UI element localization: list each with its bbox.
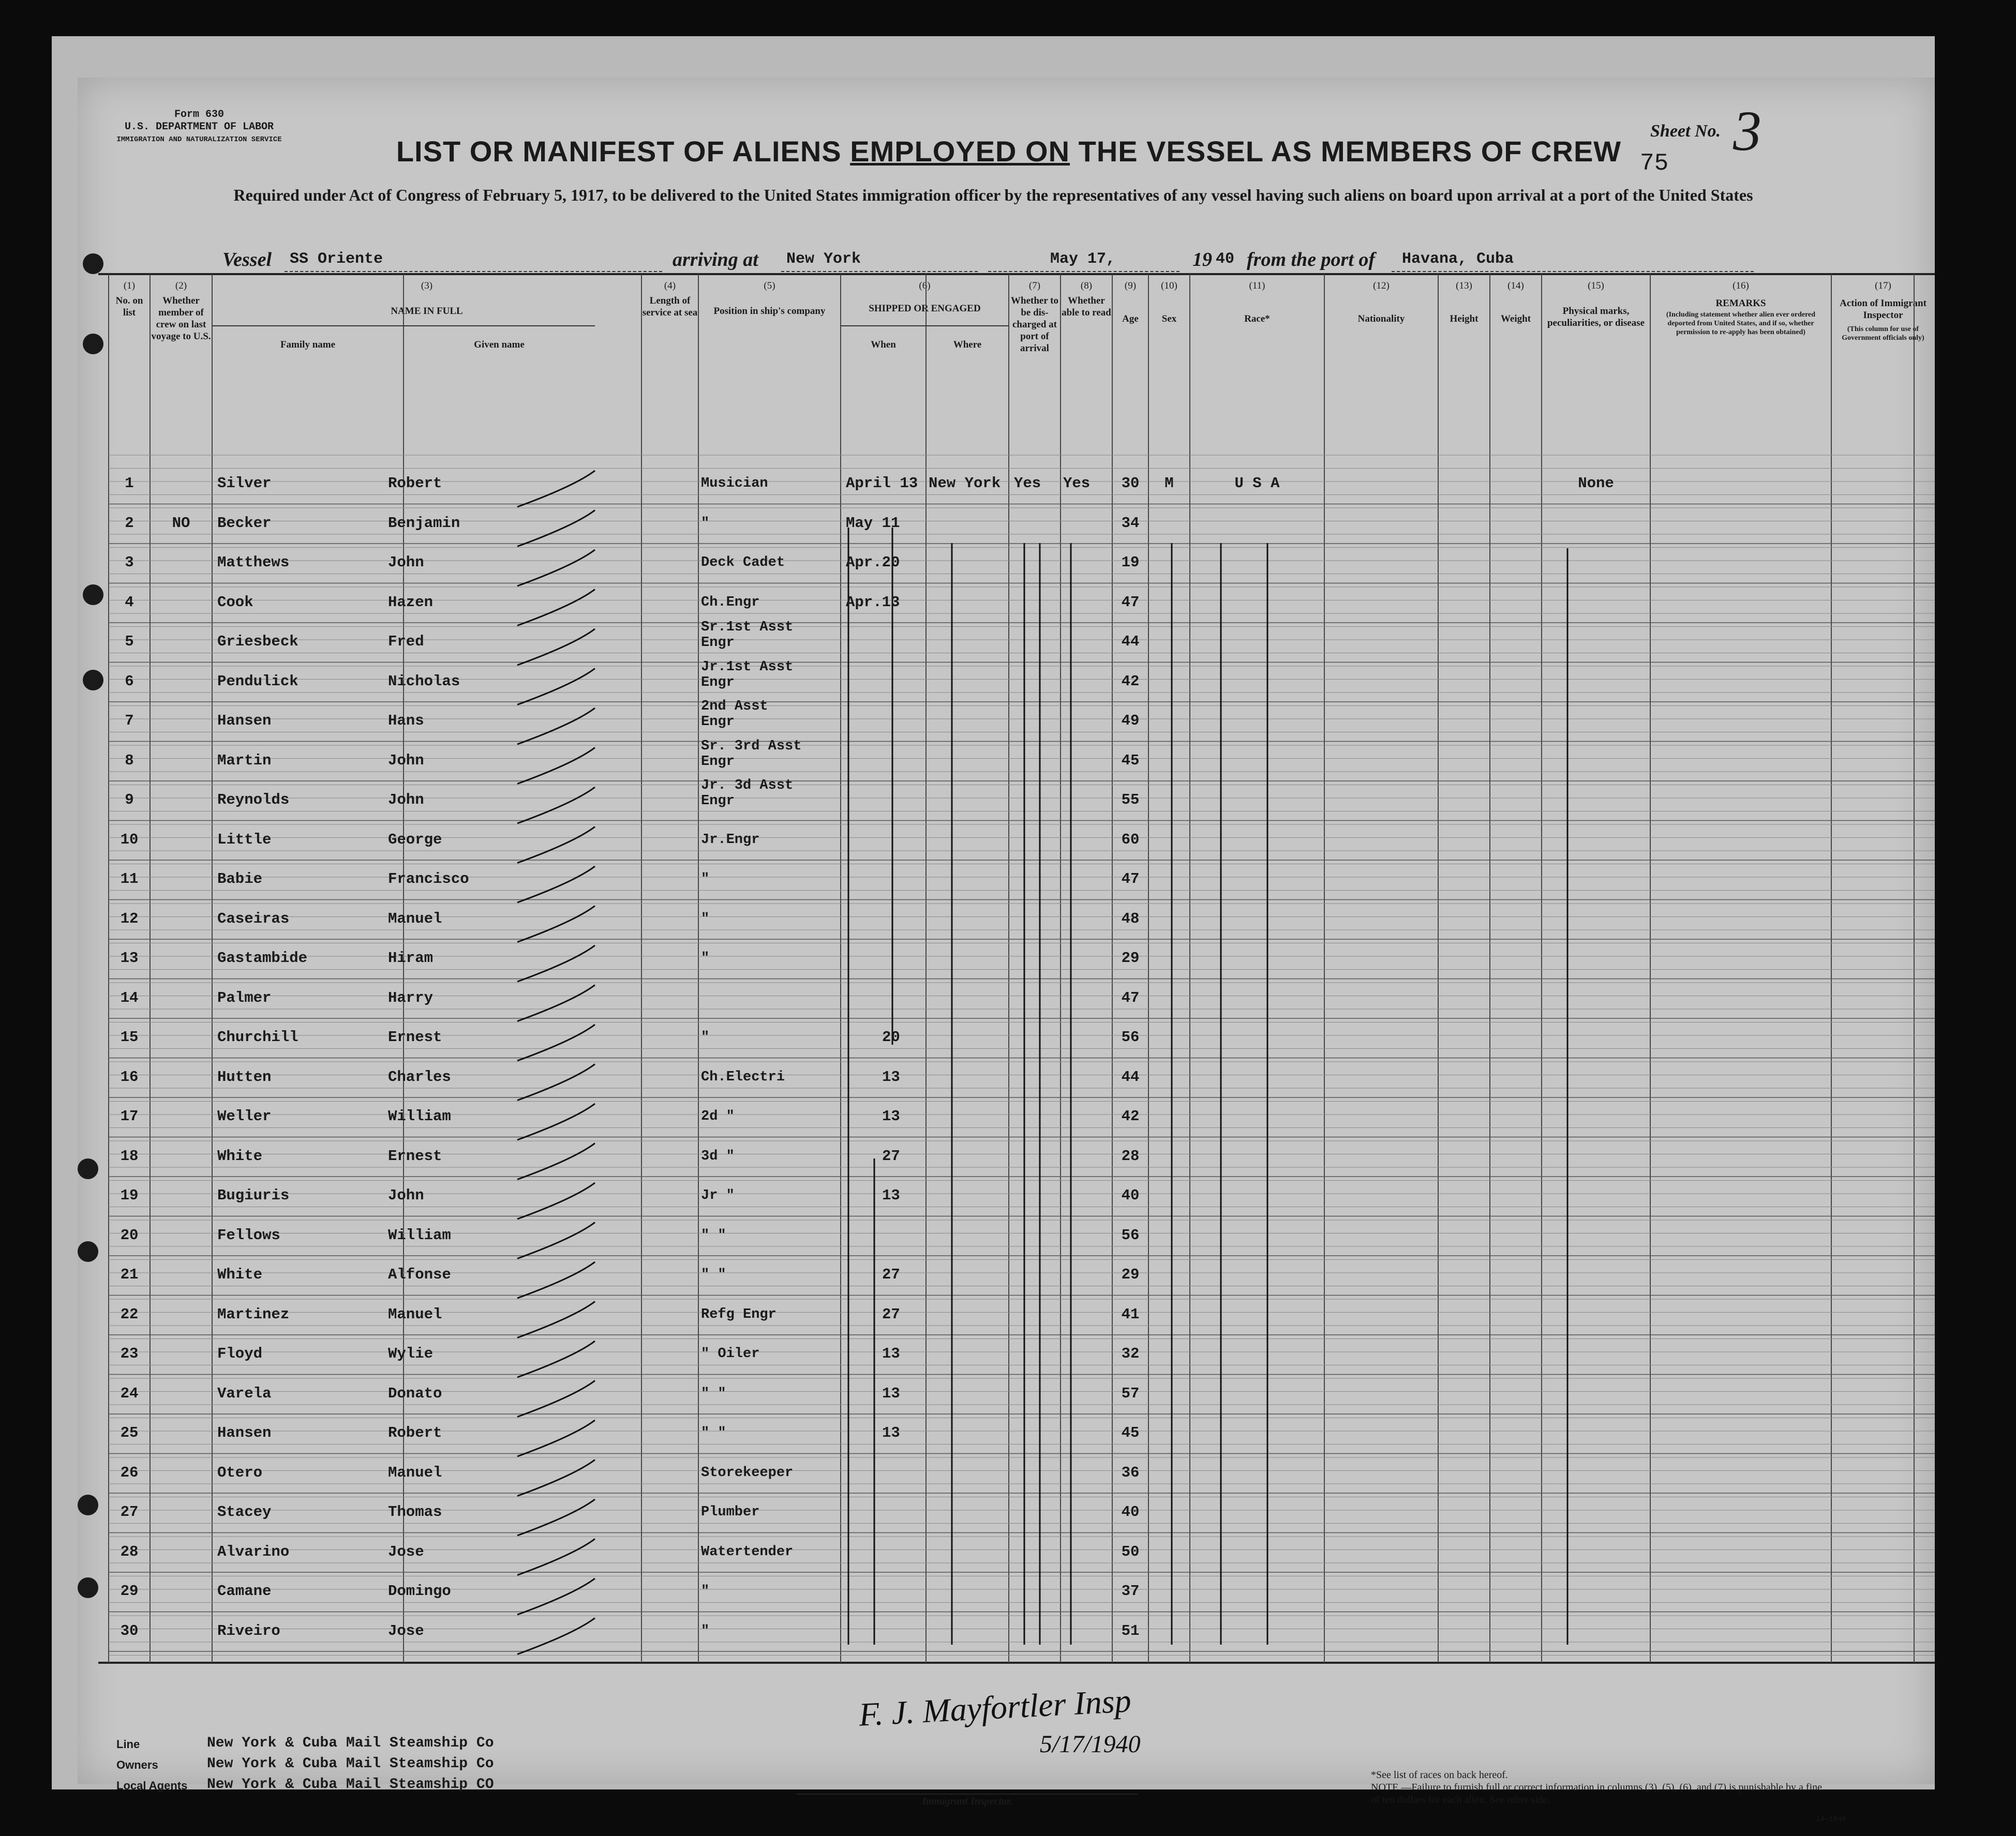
age-cell: 36 [1121, 1464, 1140, 1481]
row-number: 14 [120, 989, 139, 1006]
col-6-where: Where [953, 339, 982, 350]
position-cell: Ch.Engr [701, 594, 760, 610]
agents-label: Local Agents [116, 1779, 188, 1792]
row-number: 9 [125, 791, 134, 808]
age-cell: 40 [1121, 1187, 1140, 1204]
binder-hole [78, 1577, 98, 1598]
col-16-label: REMARKS [1715, 298, 1766, 309]
shipped-when-cell: 13 [882, 1384, 900, 1402]
position-cell: " " [701, 1386, 726, 1402]
col-6-when: When [871, 339, 896, 350]
position-cell: 2d " [701, 1109, 735, 1124]
vessel-value: SS Oriente [290, 250, 383, 268]
col-3-family: Family name [280, 339, 336, 350]
col-10-number: (10) [1161, 280, 1177, 291]
shipped-when-cell: 27 [882, 1305, 900, 1323]
age-cell: 44 [1121, 633, 1140, 650]
title-part-1: LIST OR MANIFEST OF ALIENS [396, 135, 850, 168]
title-part-2: EMPLOYED ON [850, 135, 1070, 168]
family-name-cell: Little [217, 831, 272, 848]
agents-value: New York & Cuba Mail Steamship CO [207, 1777, 494, 1793]
given-name-cell: John [388, 1187, 424, 1204]
given-name-cell: John [388, 791, 424, 808]
family-name-cell: Silver [217, 475, 272, 492]
sheet-label: Sheet No. [1650, 122, 1721, 141]
print-code: 14—1940 [1816, 1815, 1846, 1824]
row-number: 27 [120, 1503, 139, 1521]
given-name-cell: Manuel [388, 1464, 442, 1481]
position-cell: Jr " [701, 1188, 735, 1203]
given-name-cell: Ernest [388, 1147, 442, 1165]
age-cell: 56 [1121, 1029, 1140, 1046]
given-name-cell: Charles [388, 1068, 451, 1086]
manifest-sheet [78, 78, 1935, 1824]
given-name-cell: Wylie [388, 1345, 434, 1362]
family-name-cell: Fellows [217, 1226, 280, 1244]
col-3-number: (3) [421, 280, 433, 291]
col-9-label: Age [1122, 313, 1139, 324]
row-number: 4 [125, 593, 134, 611]
col-8-label: Whether able to read [1062, 295, 1111, 318]
position-cell: " [701, 1030, 710, 1045]
position-cell: " [701, 911, 710, 927]
row-number: 28 [120, 1543, 139, 1560]
age-cell: 37 [1121, 1583, 1140, 1600]
row-number: 12 [120, 910, 139, 927]
col-7-label: Whether to be dis-charged at port of arrival [1011, 295, 1058, 354]
age-cell: 29 [1121, 950, 1140, 967]
row-number: 19 [120, 1187, 139, 1204]
col-17-label: Action of Immigrant Inspector [1840, 298, 1927, 321]
age-cell: 56 [1121, 1226, 1140, 1244]
family-name-cell: White [217, 1266, 263, 1283]
physical-marks-cell: None [1578, 475, 1614, 492]
position-cell: Musician [701, 476, 768, 491]
given-name-cell: Alfonse [388, 1266, 451, 1283]
binder-hole [83, 584, 103, 605]
footnotes [1371, 1769, 1826, 1806]
family-name-cell: Babie [217, 870, 263, 887]
family-name-cell: Hansen [217, 712, 272, 729]
shipped-when-cell: Apr.20 [846, 554, 900, 571]
given-name-cell: William [388, 1108, 451, 1125]
owners-value: New York & Cuba Mail Steamship Co [207, 1756, 494, 1772]
age-cell: 28 [1121, 1147, 1140, 1165]
sheet-serial-number: 75 [1640, 150, 1669, 177]
position-cell: Sr.1st Asst Engr [701, 620, 794, 651]
family-name-cell: Otero [217, 1464, 263, 1481]
age-cell: 44 [1121, 1068, 1140, 1086]
position-cell: Refg Engr [701, 1306, 776, 1322]
given-name-cell: Manuel [388, 1305, 442, 1323]
given-name-cell: Robert [388, 475, 442, 492]
position-cell: Ch.Electri [701, 1069, 785, 1085]
vessel-label: Vessel [222, 249, 272, 270]
age-cell: 42 [1121, 672, 1140, 690]
age-cell: 57 [1121, 1384, 1140, 1402]
row-number: 6 [125, 672, 134, 690]
age-cell: 50 [1121, 1543, 1140, 1560]
binder-hole [83, 253, 103, 274]
age-cell: 49 [1121, 712, 1140, 729]
given-name-cell: Domingo [388, 1583, 451, 1600]
col-17-sub: (This column for use of Government officials only) [1842, 325, 1924, 342]
row-number: 3 [125, 554, 134, 571]
title-part-3: THE VESSEL AS MEMBERS OF CREW [1070, 135, 1622, 168]
shipped-when-cell: 13 [882, 1424, 900, 1441]
row-number: 15 [120, 1029, 139, 1046]
position-cell: " Oiler [701, 1346, 760, 1362]
row-number: 24 [120, 1384, 139, 1402]
binder-hole [78, 1241, 98, 1262]
given-name-cell: John [388, 751, 424, 769]
position-cell: Jr.Engr [701, 832, 760, 848]
position-cell: " " [701, 1227, 726, 1243]
inspector-signature: F. J. Mayfortler Insp [858, 1682, 1132, 1733]
col-1-number: (1) [123, 280, 136, 291]
row-number: 23 [120, 1345, 139, 1362]
shipped-when-cell: April 13 [846, 475, 918, 492]
given-name-cell: Harry [388, 989, 434, 1006]
department-label: U.S. DEPARTMENT OF LABOR [124, 121, 274, 133]
col-11-label: Race* [1244, 313, 1270, 324]
family-name-cell: Varela [217, 1384, 272, 1402]
family-name-cell: Churchill [217, 1029, 298, 1046]
col-15-number: (15) [1588, 280, 1604, 291]
from-port-label: from the port of [1247, 249, 1376, 270]
given-name-cell: Manuel [388, 910, 442, 927]
col-6-number: (6) [919, 280, 931, 291]
race-cell: U S A [1234, 475, 1280, 492]
row-number: 17 [120, 1108, 139, 1125]
row-number: 2 [125, 514, 134, 532]
position-cell: Deck Cadet [701, 555, 785, 570]
family-name-cell: Pendulick [217, 672, 298, 690]
given-name-cell: Robert [388, 1424, 442, 1441]
position-cell: " [701, 1623, 710, 1639]
row-number: 13 [120, 950, 139, 967]
family-name-cell: Caseiras [217, 910, 290, 927]
row-number: 26 [120, 1464, 139, 1481]
col-11-number: (11) [1249, 280, 1265, 291]
col-7-number: (7) [1028, 280, 1041, 291]
signature-date: 5/17/1940 [1040, 1730, 1141, 1758]
position-cell: " " [701, 1425, 726, 1441]
family-name-cell: Bugiuris [217, 1187, 290, 1204]
position-cell: Jr. 3d Asst Engr [701, 778, 794, 809]
position-cell: " [701, 951, 710, 966]
given-name-cell: Benjamin [388, 514, 460, 532]
position-cell: " [701, 871, 710, 887]
row-number: 25 [120, 1424, 139, 1441]
binder-hole [83, 334, 103, 354]
position-cell: 3d " [701, 1148, 735, 1164]
age-cell: 47 [1121, 593, 1140, 611]
col-5-label: Position in ship's company [713, 306, 826, 317]
port-value: Havana, Cuba [1402, 250, 1514, 268]
sheet-number-value: 3 [1733, 99, 1761, 162]
shipped-when-cell: 20 [882, 1029, 900, 1046]
position-cell: Sr. 3rd Asst Engr [701, 738, 802, 770]
age-cell: 45 [1121, 1424, 1140, 1441]
age-cell: 29 [1121, 1266, 1140, 1283]
given-name-cell: Francisco [388, 870, 469, 887]
col-4-label: Length of service at sea [642, 295, 698, 318]
shipped-when-cell: 13 [882, 1068, 900, 1086]
col-6-label: SHIPPED OR ENGAGED [869, 303, 981, 314]
age-cell: 32 [1121, 1345, 1140, 1362]
given-name-cell: William [388, 1226, 451, 1244]
given-name-cell: Hiram [388, 950, 434, 967]
row-number: 1 [125, 475, 134, 492]
row-number: 7 [125, 712, 134, 729]
age-cell: 45 [1121, 751, 1140, 769]
age-cell: 47 [1121, 989, 1140, 1006]
age-cell: 48 [1121, 910, 1140, 927]
position-cell: Plumber [701, 1504, 760, 1520]
family-name-cell: Stacey [217, 1503, 272, 1521]
shipped-when-cell: Apr.13 [846, 593, 900, 611]
age-cell: 30 [1121, 475, 1140, 492]
row-number: 22 [120, 1305, 139, 1323]
col-10-label: Sex [1161, 313, 1177, 324]
arriving-label: arriving at [673, 249, 758, 270]
col-8-number: (8) [1080, 280, 1093, 291]
given-name-cell: Ernest [388, 1029, 442, 1046]
family-name-cell: Matthews [217, 554, 290, 571]
given-name-cell: John [388, 554, 424, 571]
family-name-cell: Martinez [217, 1305, 290, 1323]
col-2-number: (2) [175, 280, 187, 291]
position-cell: Storekeeper [701, 1465, 794, 1481]
binder-hole [78, 1495, 98, 1515]
line-label: Line [116, 1738, 140, 1751]
age-cell: 34 [1121, 514, 1140, 532]
family-name-cell: Reynolds [217, 791, 290, 808]
age-cell: 47 [1121, 870, 1140, 887]
age-cell: 55 [1121, 791, 1140, 808]
col-12-label: Nationality [1357, 313, 1405, 324]
col-16-sub: (Including statement whether alien ever ordered deported from United States, and if so, whether permission to re-apply has been obtained) [1666, 311, 1816, 336]
given-name-cell: Jose [388, 1622, 424, 1639]
inspector-line [797, 1794, 1138, 1795]
position-cell: " " [701, 1267, 726, 1283]
col-14-number: (14) [1507, 280, 1524, 291]
shipped-when-cell: May 11 [846, 514, 900, 532]
col-9-number: (9) [1124, 280, 1137, 291]
year-value: 40 [1216, 250, 1235, 268]
given-name-cell: Donato [388, 1384, 442, 1402]
position-cell: 2nd Asst Engr [701, 699, 768, 730]
row-number: 16 [120, 1068, 139, 1086]
family-name-cell: Riveiro [217, 1622, 280, 1639]
col-16-number: (16) [1733, 280, 1749, 291]
table-grid [78, 78, 1935, 1784]
shipped-where-cell: New York [929, 475, 1001, 492]
row-number: 11 [120, 870, 139, 887]
binder-hole [78, 1158, 98, 1179]
col-1-label: No. on list [115, 295, 143, 318]
previous-voyage-cell: NO [172, 514, 190, 532]
family-name-cell: Weller [217, 1108, 272, 1125]
discharged-cell: Yes [1014, 475, 1041, 492]
inspector-label: Immigrant Inspector. [922, 1796, 1013, 1807]
form-label: Form 630 [174, 109, 224, 121]
shipped-when-cell: 13 [882, 1187, 900, 1204]
given-name-cell: Jose [388, 1543, 424, 1560]
able-to-read-cell: Yes [1063, 475, 1091, 492]
given-name-cell: Fred [388, 633, 424, 650]
shipped-when-cell: 27 [882, 1266, 900, 1283]
age-cell: 60 [1121, 831, 1140, 848]
family-name-cell: Gastambide [217, 950, 308, 967]
service-label: IMMIGRATION AND NATURALIZATION SERVICE [116, 136, 282, 144]
position-cell: " [701, 1584, 710, 1599]
row-number: 10 [120, 831, 139, 848]
position-cell: " [701, 515, 710, 531]
col-13-label: Height [1450, 313, 1479, 324]
race-note: *See list of races on back hereof. [1371, 1769, 1508, 1781]
family-name-cell: Palmer [217, 989, 272, 1006]
family-name-cell: Hansen [217, 1424, 272, 1441]
row-number: 21 [120, 1266, 139, 1283]
family-name-cell: Alvarino [217, 1543, 290, 1560]
col-14-label: Weight [1500, 313, 1531, 324]
line-value: New York & Cuba Mail Steamship Co [207, 1735, 494, 1751]
given-name-cell: Nicholas [388, 672, 460, 690]
col-4-number: (4) [664, 280, 676, 291]
col-2-label: Whether member of crew on last voyage to U.S. [151, 295, 211, 342]
owners-label: Owners [116, 1758, 158, 1771]
family-name-cell: Hutten [217, 1068, 272, 1086]
col-3-given: Given name [474, 339, 525, 350]
age-cell: 41 [1121, 1305, 1140, 1323]
age-cell: 42 [1121, 1108, 1140, 1125]
given-name-cell: Hazen [388, 593, 434, 611]
age-cell: 40 [1121, 1503, 1140, 1521]
col-3-label: NAME IN FULL [391, 306, 463, 317]
col-13-number: (13) [1456, 280, 1472, 291]
row-number: 29 [120, 1583, 139, 1600]
shipped-when-cell: 13 [882, 1345, 900, 1362]
fine-note: NOTE.—Failure to furnish full or correct information in columns (3), (5), (6), and (7) is punishable by a fine of ten dollars for each alien. See other side. [1371, 1782, 1823, 1805]
given-name-cell: Hans [388, 712, 424, 729]
row-number: 30 [120, 1622, 139, 1639]
col-17-number: (17) [1875, 280, 1891, 291]
col-15-label: Physical marks, peculiarities, or disease [1547, 306, 1645, 328]
age-cell: 51 [1121, 1622, 1140, 1639]
family-name-cell: Becker [217, 514, 272, 532]
subtitle: Required under Act of Congress of February 5, 1917, to be delivered to the United States immigration officer by the representatives of any vessel having such aliens on board upon arrival at a port of the United States [233, 186, 1753, 204]
date-value: May 17, [1050, 250, 1116, 268]
row-number: 18 [120, 1147, 139, 1165]
col-5-number: (5) [764, 280, 775, 291]
given-name-cell: Thomas [388, 1503, 442, 1521]
year-label: 19 [1192, 249, 1212, 270]
family-name-cell: White [217, 1147, 263, 1165]
family-name-cell: Floyd [217, 1345, 263, 1362]
position-cell: Jr.1st Asst Engr [701, 659, 794, 690]
sex-cell: M [1164, 475, 1174, 492]
given-name-cell: George [388, 831, 442, 848]
col-12-number: (12) [1373, 280, 1390, 291]
binder-hole [83, 670, 103, 690]
position-cell: Watertender [701, 1544, 794, 1560]
family-name-cell: Griesbeck [217, 633, 298, 650]
arriving-value: New York [786, 250, 861, 268]
family-name-cell: Cook [217, 593, 253, 611]
shipped-when-cell: 27 [882, 1147, 900, 1165]
family-name-cell: Camane [217, 1583, 272, 1600]
row-number: 20 [120, 1226, 139, 1244]
row-number: 8 [125, 751, 134, 769]
row-number: 5 [125, 633, 134, 650]
family-name-cell: Martin [217, 751, 272, 769]
age-cell: 19 [1121, 554, 1140, 571]
shipped-when-cell: 13 [882, 1108, 900, 1125]
